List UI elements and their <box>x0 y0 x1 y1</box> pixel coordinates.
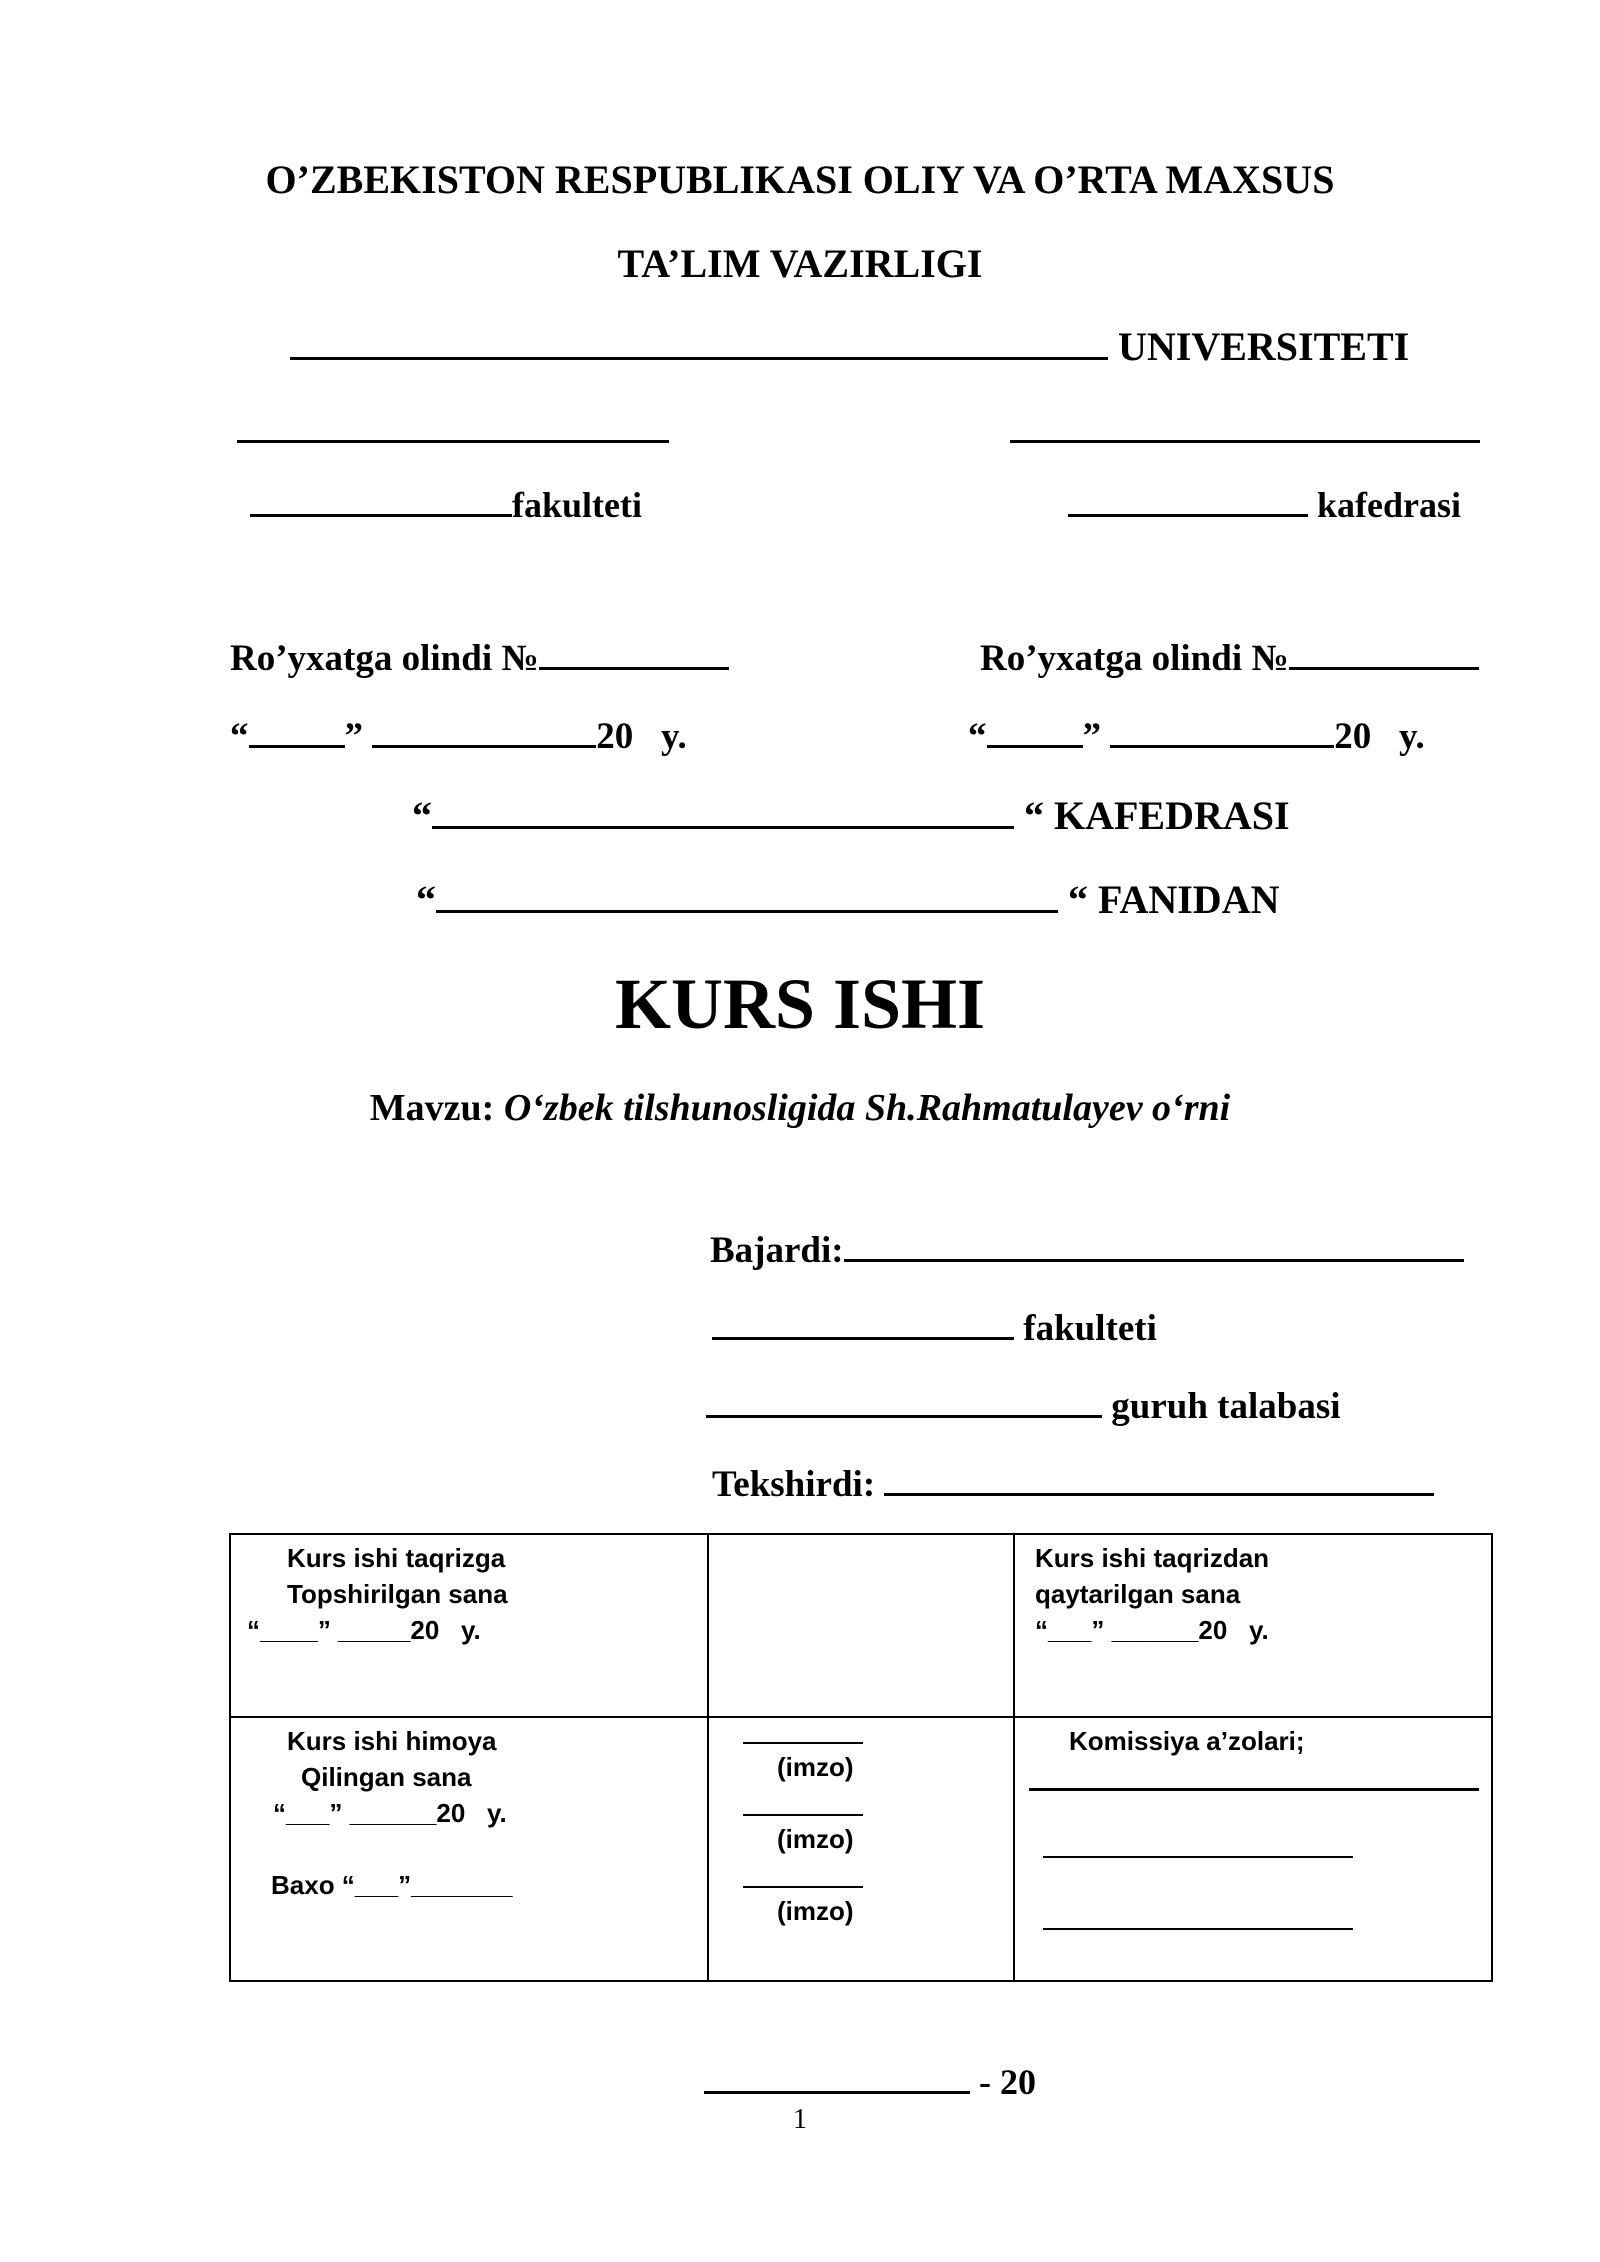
fanidan-blank <box>436 910 1058 913</box>
department-blank <box>1068 514 1308 517</box>
commission-member-line <box>1043 1928 1353 1930</box>
signature-cell <box>708 1717 1014 1981</box>
commission-member-line <box>1029 1788 1479 1791</box>
registration-date-right <box>968 718 1425 755</box>
signature-line <box>743 1742 863 1744</box>
group-line <box>706 1388 1341 1425</box>
quote-open: “ <box>412 793 432 838</box>
review-table <box>229 1533 1493 1982</box>
defense-line1: Kurs ishi himoya <box>287 1726 497 1756</box>
quote-open: “ <box>230 716 249 757</box>
group-blank <box>706 1415 1102 1418</box>
topic-line <box>0 1089 1600 1127</box>
registration-number-blank-left <box>539 667 729 670</box>
faculty-line <box>250 487 642 523</box>
defense-date: “___” ______20 y. <box>273 1798 507 1828</box>
review-returned-date: “___” ______20 y. <box>1035 1615 1269 1645</box>
right-blank-line <box>1010 440 1480 443</box>
month-blank <box>1110 745 1334 748</box>
commission-cell <box>1014 1717 1492 1981</box>
signature-caption: (imzo) <box>777 1824 854 1854</box>
topic-value: O‘zbek tilshunosligida Sh.Rahmatulayev o‘rni <box>503 1087 1231 1129</box>
month-blank <box>372 745 596 748</box>
review-returned-cell <box>1014 1534 1492 1717</box>
tekshirdi-label: Tekshirdi: <box>712 1464 876 1505</box>
review-submitted-line1: Kurs ishi taqrizga <box>287 1543 506 1573</box>
review-submitted-cell <box>230 1534 708 1717</box>
department-line <box>1068 487 1461 523</box>
university-blank <box>290 357 1108 360</box>
left-blank-line <box>237 440 669 443</box>
day-blank <box>987 745 1083 748</box>
student-faculty-blank <box>712 1337 1014 1340</box>
year-abbrev: y. <box>661 716 687 757</box>
registration-date-left <box>230 718 687 755</box>
year-prefix: 20 <box>1334 716 1372 757</box>
tekshirdi-blank <box>884 1493 1434 1496</box>
faculty-label: fakulteti <box>512 485 642 525</box>
footer-year-blank <box>704 2091 970 2094</box>
quote-open: “ <box>416 877 436 922</box>
review-returned-line2: qaytarilgan sana <box>1035 1579 1241 1609</box>
student-faculty-label: fakulteti <box>1023 1308 1157 1349</box>
year-abbrev: y. <box>1399 716 1425 757</box>
review-submitted-date: “____” _____20 y. <box>247 1615 481 1645</box>
signature-line <box>743 1814 863 1816</box>
document-title: KURS ISHI <box>614 964 986 1044</box>
defense-cell <box>230 1717 708 1981</box>
university-label: UNIVERSITETI <box>1118 324 1410 369</box>
department-label: kafedrasi <box>1317 485 1461 525</box>
registration-left <box>230 640 729 677</box>
year-prefix: 20 <box>596 716 634 757</box>
kafedra-label: “ KAFEDRASI <box>1024 793 1290 838</box>
faculty-blank <box>250 514 512 517</box>
defense-grade: Baxo “___”_______ <box>271 1870 513 1900</box>
topic-label: Mavzu: <box>369 1087 495 1129</box>
page-number: 1 <box>793 2104 807 2135</box>
day-blank <box>249 745 345 748</box>
university-line <box>290 324 1410 369</box>
signature-caption: (imzo) <box>777 1752 854 1782</box>
tekshirdi-line <box>712 1466 1434 1503</box>
registration-right <box>980 640 1479 677</box>
quote-close: ” <box>344 716 363 757</box>
footer-year-line <box>704 2064 1036 2100</box>
fanidan-label: “ FANIDAN <box>1068 877 1280 922</box>
empty-cell <box>708 1534 1014 1717</box>
commission-label: Komissiya a’zolari; <box>1069 1726 1305 1756</box>
review-submitted-line2: Topshirilgan sana <box>287 1579 508 1609</box>
bajardi-label: Bajardi: <box>710 1230 844 1271</box>
registration-label-left: Ro’yxatga olindi № <box>230 638 539 679</box>
student-faculty-line <box>712 1310 1157 1347</box>
signature-caption: (imzo) <box>777 1896 854 1926</box>
ministry-line-2: TA’LIM VAZIRLIGI <box>617 241 983 286</box>
quote-open: “ <box>968 716 987 757</box>
commission-member-line <box>1043 1856 1353 1858</box>
defense-line2: Qilingan sana <box>301 1762 472 1792</box>
quote-close: ” <box>1082 716 1101 757</box>
registration-label-right: Ro’yxatga olindi № <box>980 638 1289 679</box>
registration-number-blank-right <box>1289 667 1479 670</box>
kafedra-blank <box>432 826 1014 829</box>
group-label: guruh talabasi <box>1111 1386 1341 1427</box>
ministry-line-1: O’ZBEKISTON RESPUBLIKASI OLIY VA O’RTA MAXSUS <box>265 157 1335 202</box>
bajardi-line <box>710 1232 1464 1269</box>
bajardi-blank <box>844 1259 1464 1262</box>
kafedra-line <box>412 793 1290 838</box>
review-returned-line1: Kurs ishi taqrizdan <box>1035 1543 1270 1573</box>
footer-year-suffix: - 20 <box>979 2062 1036 2102</box>
signature-line <box>743 1886 863 1888</box>
fanidan-line <box>416 877 1280 922</box>
